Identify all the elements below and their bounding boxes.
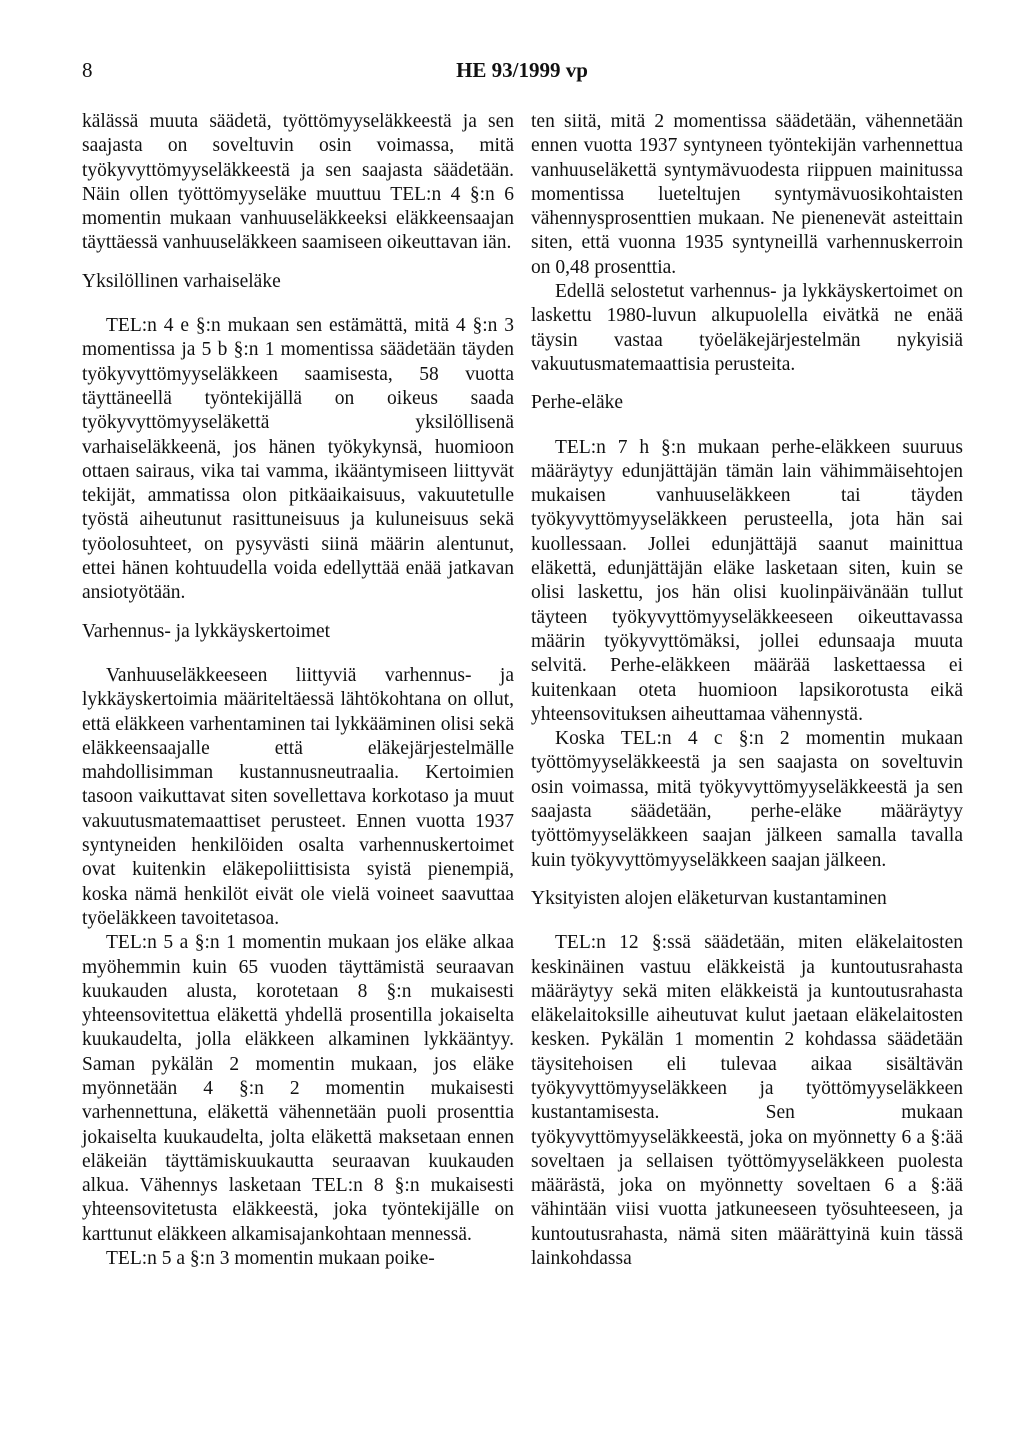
paragraph: ten siitä, mitä 2 momentissa säädetään, vähennetään ennen vuotta 1937 syntyneen työntekijän varhennettua vanhuuseläkettä syntymävuodesta riippuen mainitussa momentissa lueteltujen syntymävuosikohtaisten vähennysprosenttien mukaan. Ne pienenevät asteittain siten, että vuonna 1935 syntyneillä varhennuskerroin on 0,48 prosenttia. xyxy=(531,111,963,278)
section-heading: Yksityisten alojen eläketurvan kustantaminen xyxy=(531,887,887,909)
paragraph: TEL:n 7 h §:n mukaan perhe-eläkkeen suuruus määräytyy edunjättäjän tämän lain vähimmäisehtojen mukaisen vanhuuseläkkeen tai täyden työkyvyttömyyseläkkeen perusteella, jota hän sai kuollessaan. Jollei edunjättäjä saanut mainittua eläkettä, edunjättäjän eläke lasketaan siten, kuin se olisi laskettu, jos hän olisi kuolinpäivänään tullut täyteen työkyvyttömyyseläkkeeseen oikeuttavassa määrin työkyvyttömäksi, jollei edunsaaja muuta selvitä. Perhe-eläkkeen määrää laskettaessa ei kuitenkaan oteta huomioon lapsikorotusta eikä yhteensovituksen aiheuttamaa vähennystä. xyxy=(531,436,963,725)
paragraph: TEL:n 4 e §:n mukaan sen estämättä, mitä 4 §:n 3 momentissa ja 5 b §:n 1 momentissa säädetään täyden työkyvyttömyyseläkkeen saamisesta, 58 vuotta täyttäneellä työntekijällä on oikeus saada työkyvyttömyyseläkettä yksilöllisenä varhaiseläkkeenä, jos hänen työkykynsä, huomioon ottaen sairaus, vika tai vamma, ikääntymiseen liittyvät tekijät, ammatissa olon pitkäaikaisuus, vakuutetulle työstä aiheutunut rasittuneisuus ja kuluneisuus sekä työolosuhteet, on pysyvästi siinä määrin alentunut, ettei hänen kohtuudella voida edellyttää enää jatkavan ansiotyötään. xyxy=(82,315,514,604)
right-column xyxy=(531,110,963,1271)
paragraph: Koska TEL:n 4 c §:n 2 momentin mukaan työttömyyseläkkeestä ja sen saajasta on soveltuvin osin voimassa, mitä työkyvyttömyyseläkkeestä ja sen saajasta säädetään, perhe-eläke määräytyy työttömyyseläkkeen saajan jälkeen samalla tavalla kuin työkyvyttömyyseläkkeen saajan jälkeen. xyxy=(531,728,963,871)
paragraph: TEL:n 5 a §:n 3 momentin mukaan poike- xyxy=(106,1248,435,1270)
section-heading: Varhennus- ja lykkäyskertoimet xyxy=(82,620,331,642)
paragraph: TEL:n 5 a §:n 1 momentin mukaan jos eläke alkaa myöhemmin kuin 65 vuoden täyttämistä seuraavan kuukauden alusta, korotetaan 8 §:n mukaisesti yhteensovitettua eläkettä yhdellä prosentilla jokaiselta kuukaudelta, jolla eläkkeen alkaminen lykkääntyy. Saman pykälän 2 momentin mukaan, jos eläke myönnetään 4 §:n 2 momentin mukaisesti varhennettuna, eläkettä vähennetään puoli prosenttia jokaiselta kuukaudelta, jolta eläkettä maksetaan ennen eläkeiän täyttämiskuukautta seuraavan kuukauden alkua. Vähennys lasketaan TEL:n 8 §:n mukaisesti yhteensovitetusta eläkkeestä, joka työntekijälle on karttunut eläkkeen alkamisajankohtaan mennessä. xyxy=(82,932,514,1245)
paragraph: Vanhuuseläkkeeseen liittyviä varhennus- ja lykkäyskertoimia määriteltäessä lähtökohtana on ollut, että eläkkeen varhentaminen tai lykkääminen olisi sekä eläkkeensaajalle että eläkejärjestelmälle mahdollisimman kustannusneutraalia. Kertoimien tasoon vaikuttavat siten sovellettava korkotaso ja muut vakuutusmatemaattiset perusteet. Ennen vuotta 1937 syntyneiden henkilöiden osalta varhennuskertoimet ovat kuitenkin eläkepoliittisista syistä pienempiä, koska nämä henkilöt eivät ole vielä voineet saavuttaa työeläkkeen tavoitetasoa. xyxy=(82,664,514,929)
section-heading: Yksilöllinen varhaiseläke xyxy=(82,270,281,292)
page-header xyxy=(82,58,962,88)
section-heading: Perhe-eläke xyxy=(531,392,624,414)
page-number: 8 xyxy=(82,58,93,82)
paragraph: kälässä muuta säädetä, työttömyyseläkkeestä ja sen saajasta on soveltuvin osin voimassa, mitä työkyvyttömyyseläkkeestä ja sen saajasta säädetään. Näin ollen työttömyyseläke muuttuu TEL:n 4 §:n 6 momentin mukaan vanhuuseläkkeeksi eläkkeensaajan täyttäessä vanhuuseläkkeen saamiseen oikeuttavan iän. xyxy=(82,111,514,254)
paragraph: Edellä selostetut varhennus- ja lykkäyskertoimet on laskettu 1980-luvun alkupuolella eivätkä ne enää täysin vastaa työeläkejärjestelmän nykyisiä vakuutusmatemaattisia perusteita. xyxy=(531,281,963,375)
paragraph: TEL:n 12 §:ssä säädetään, miten eläkelaitosten keskinäinen vastuu eläkkeistä ja kuntoutusrahasta määräytyy sekä miten eläkkeistä ja kuntoutusrahasta eläkelaitoksille aiheutuvat kulut jaetaan eläkelaitosten kesken. Pykälän 1 momentin 2 kohdassa säädetään täysitehoisen eli tulevaa aikaa sisältävän työkyvyttömyyseläkkeen ja työttömyyseläkkeen kustantamisesta. Sen mukaan työkyvyttömyyseläkkeestä, joka on myönnetty 6 a §:ää soveltaen ja sellaisen työttömyyseläkkeen puolesta määrästä, joka on myönnetty soveltaen 6 a §:ää vähintään viisi vuotta jatkuneeseen työsuhteeseen, ja kuntoutusrahasta, nämä siten määrättyinä kuin tässä lainkohdassa xyxy=(531,932,963,1270)
document-id: HE 93/1999 vp xyxy=(456,58,588,82)
left-column xyxy=(82,110,514,1271)
